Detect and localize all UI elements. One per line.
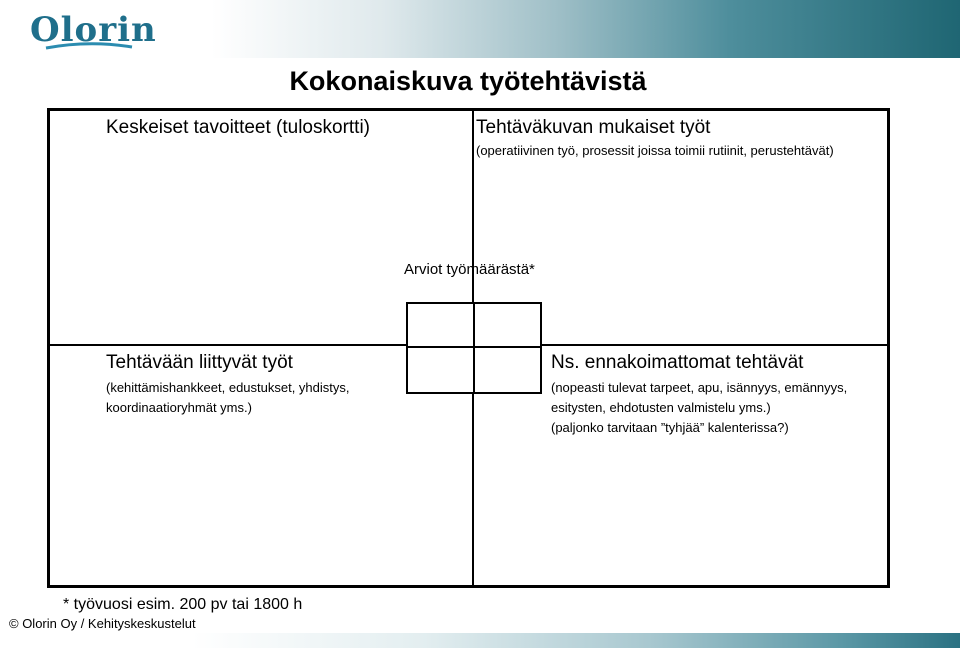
- copyright: © Olorin Oy / Kehityskeskustelut: [9, 616, 196, 631]
- quadrant-bottom-right-description: [551, 378, 847, 438]
- grid-line-vertical: [473, 304, 475, 392]
- quadrant-top-left-title: Keskeiset tavoitteet (tuloskortti): [106, 117, 370, 138]
- quadrant-bottom-left-title: Tehtävään liittyvät työt: [106, 352, 293, 373]
- estimate-grid: [406, 302, 542, 394]
- page-title: Kokonaiskuva työtehtävistä: [289, 66, 647, 96]
- quadrant-top-right-description: [476, 141, 834, 161]
- quadrant-bottom-left-description: [106, 378, 350, 418]
- logo-text: Olorin: [30, 10, 157, 50]
- description-line: (operatiivinen työ, prosessit joissa toimii rutiinit, perustehtävät): [476, 143, 834, 158]
- footer-band: [192, 633, 960, 648]
- footnote: * työvuosi esim. 200 pv tai 1800 h: [63, 596, 303, 613]
- description-line: (nopeasti tulevat tarpeet, apu, isännyys, emännyys,: [551, 380, 848, 395]
- olorin-logo: [14, 6, 157, 52]
- quadrant-bottom-right-title: Ns. ennakoimattomat tehtävät: [551, 352, 804, 373]
- description-line: (kehittämishankkeet, edustukset, yhdistys,: [106, 380, 350, 395]
- description-line: esitysten, ehdotusten valmistelu yms.): [551, 400, 771, 415]
- estimates-label: Arviot työmäärästä*: [404, 261, 535, 278]
- quadrant-top-right-title: Tehtäväkuvan mukaiset työt: [476, 117, 711, 138]
- description-line: koordinaatioryhmät yms.): [106, 400, 252, 415]
- logo-swoosh-icon: [44, 42, 134, 52]
- description-line: (paljonko tarvitaan ”tyhjää” kalenterissa?): [551, 420, 789, 435]
